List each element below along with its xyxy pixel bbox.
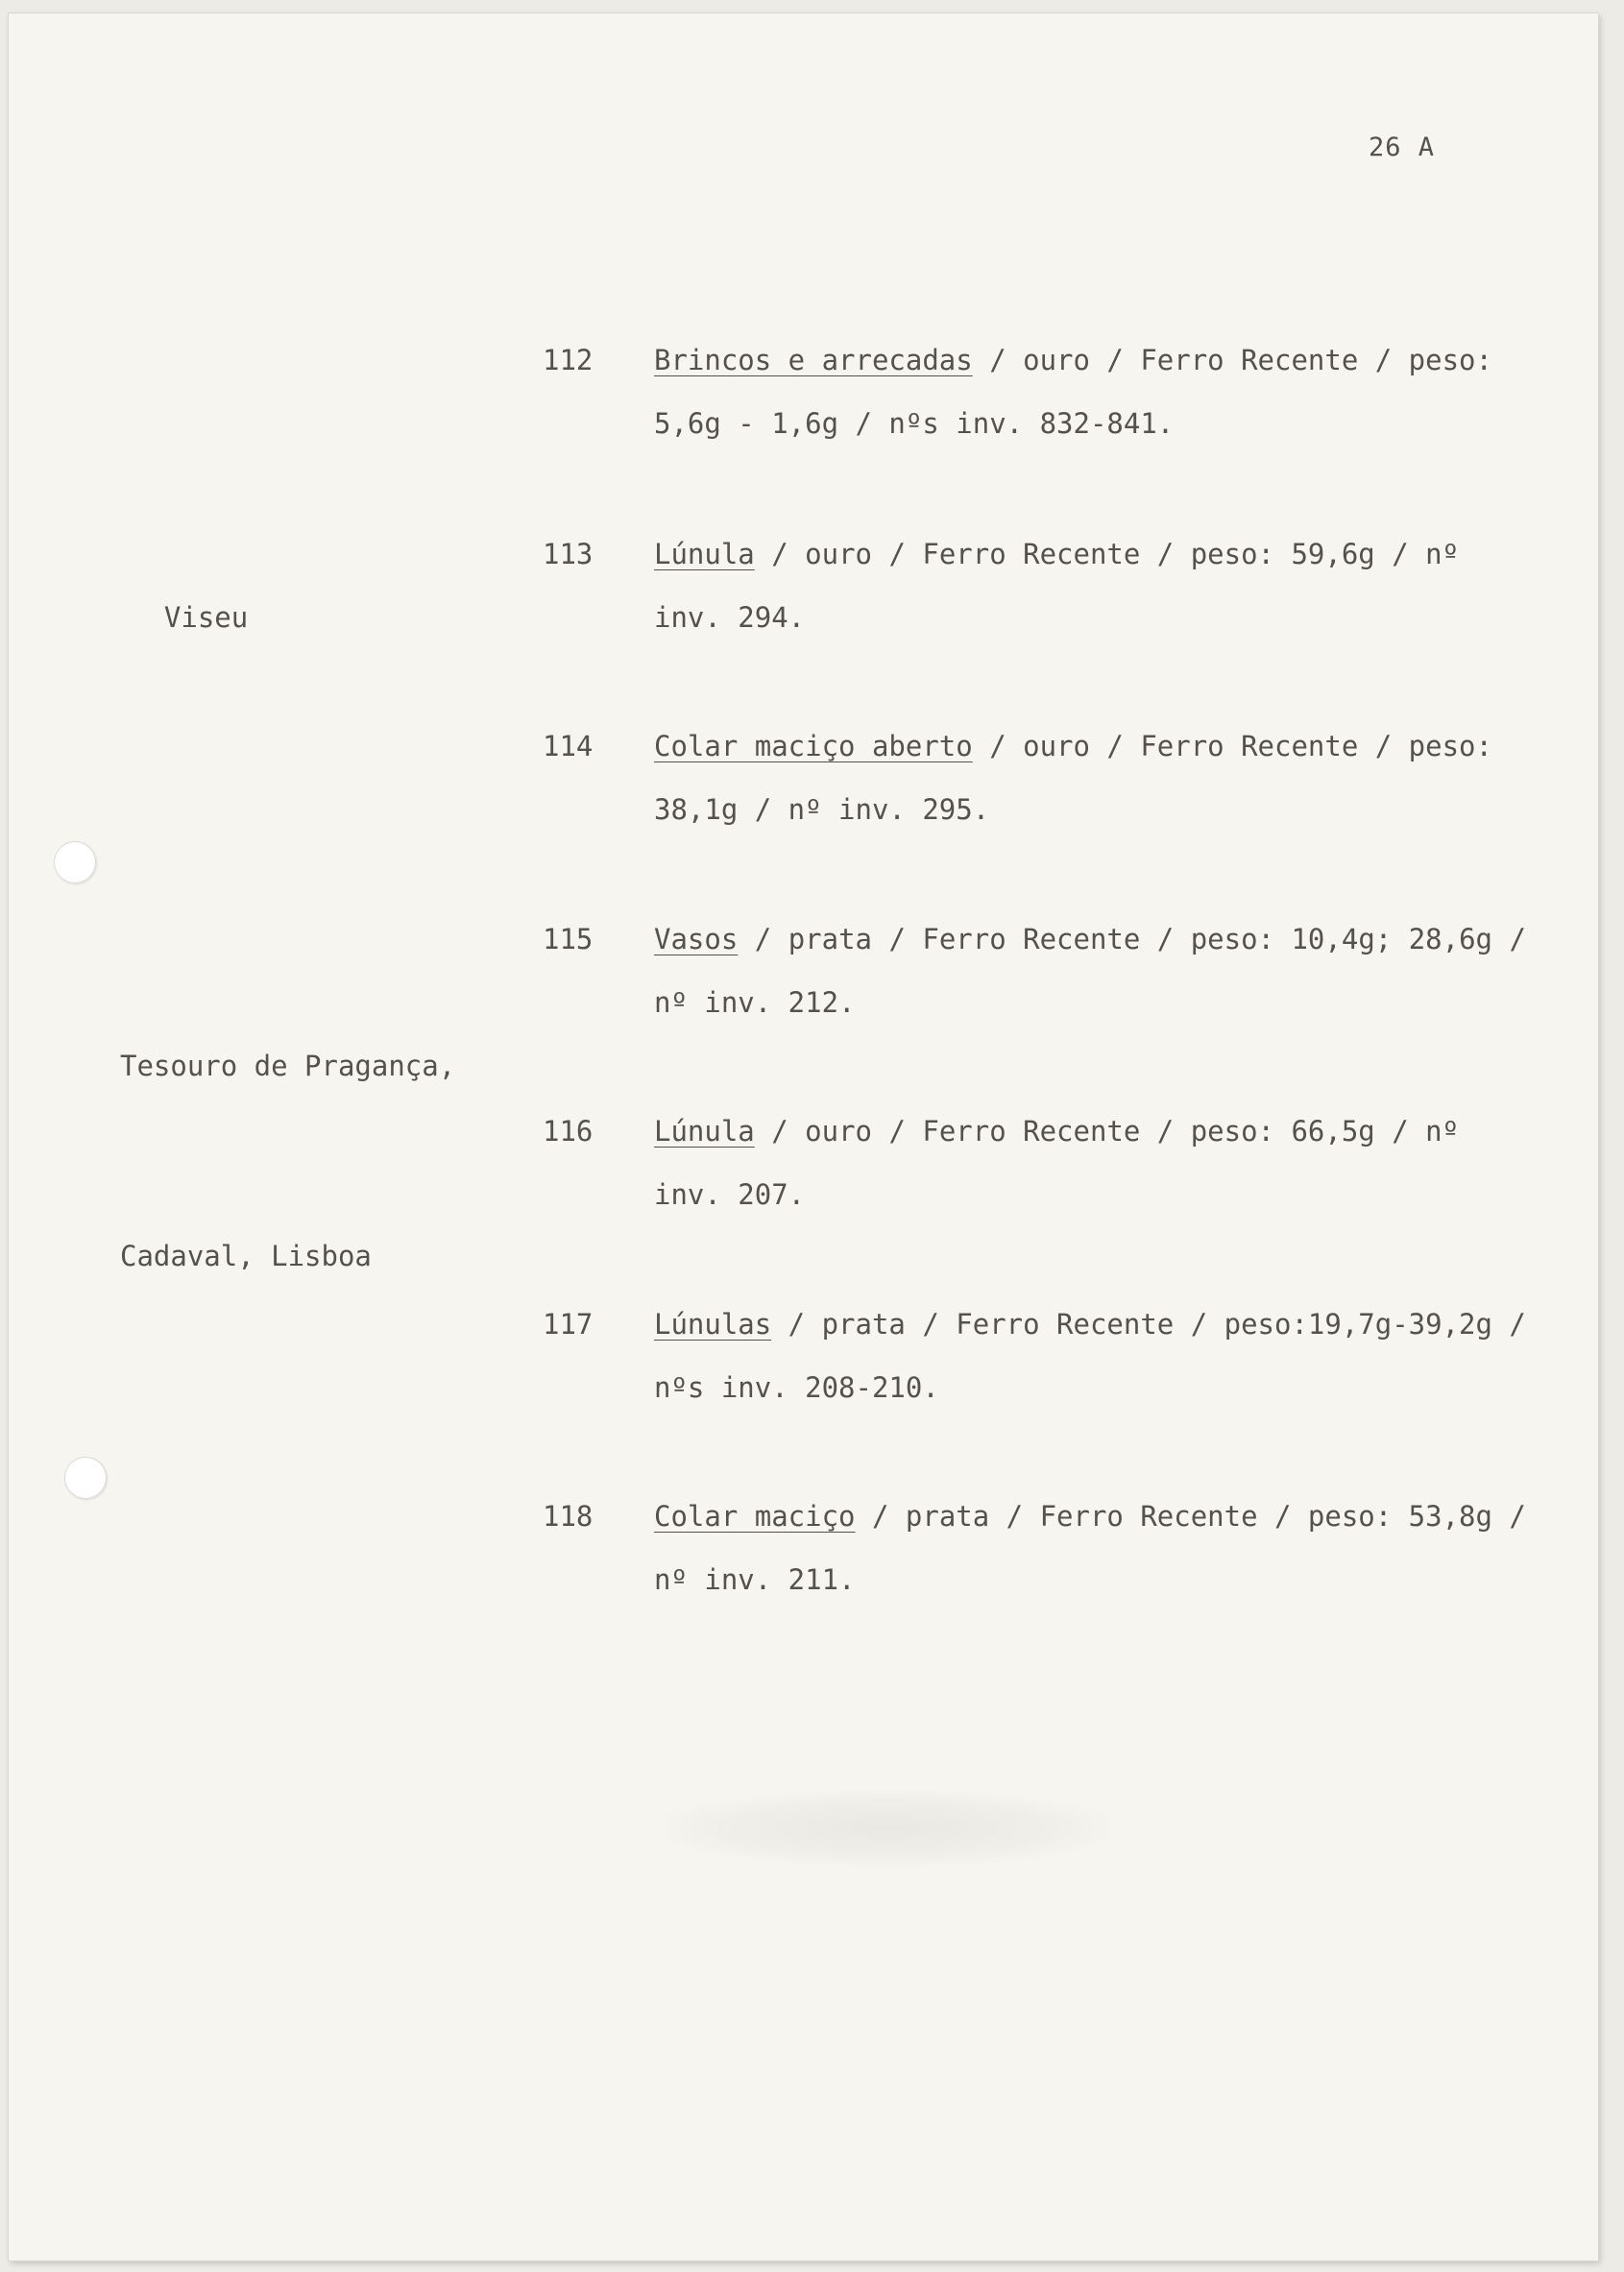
entry-details: / ouro / Ferro Recente / peso:: [972, 730, 1492, 762]
entry-line-2: inv. 294.: [654, 601, 806, 634]
entry-line-1: [654, 907, 1561, 971]
location-line: Viseu: [163, 601, 249, 634]
entry-description: [654, 1100, 1561, 1226]
entry-description: [654, 907, 1561, 1034]
entry-line-2: nº inv. 211.: [654, 1563, 856, 1596]
entry-details: / prata / Ferro Recente / peso:19,7g-39,2g /: [771, 1308, 1526, 1341]
entry-number: 113: [543, 538, 594, 570]
location-line: Tesouro de Pragança,: [120, 1050, 456, 1082]
entry-line-1: [654, 1293, 1561, 1356]
ink-smudge: [662, 1790, 1113, 1867]
entry-details: / ouro / Ferro Recente / peso: 59,6g / nº: [754, 538, 1460, 570]
entry-description: [654, 522, 1561, 649]
entry-line-2: inv. 207.: [654, 1178, 806, 1211]
entry-title: Brincos e arrecadas: [654, 344, 973, 376]
entry-title: Lúnula: [654, 1115, 755, 1148]
entry-title: Lúnula: [654, 538, 755, 570]
entry-number: 115: [543, 923, 594, 955]
entry-line-1: [654, 1485, 1561, 1548]
entry-line-1: [654, 1100, 1561, 1163]
entry-title: Colar maciço aberto: [654, 730, 973, 762]
entry-details: / prata / Ferro Recente / peso: 53,8g /: [855, 1500, 1526, 1533]
location-viseu: [131, 522, 248, 649]
entry-line-2: nºs inv. 208-210.: [654, 1371, 939, 1404]
entry-description: [654, 714, 1561, 841]
entry-line-1: [654, 714, 1561, 778]
entry-line-2: 5,6g - 1,6g / nºs inv. 832-841.: [654, 407, 1175, 440]
punch-hole-bottom: [64, 1457, 107, 1499]
entry-description: [654, 328, 1561, 455]
entry-description: [654, 1485, 1561, 1611]
entry-line-1: [654, 522, 1561, 586]
entry-details: / ouro / Ferro Recente / peso: 66,5g / nº: [754, 1115, 1460, 1148]
entry-title: Colar maciço: [654, 1500, 856, 1533]
entry-line-2: nº inv. 212.: [654, 986, 856, 1019]
entry-title: Lúnulas: [654, 1308, 772, 1341]
entry-number: 112: [543, 344, 594, 376]
entry-line-1: [654, 328, 1561, 392]
entry-details: / prata / Ferro Recente / peso: 10,4g; 28,6g /: [738, 923, 1526, 955]
entry-number: 114: [543, 730, 594, 762]
entry-number: 117: [543, 1308, 594, 1341]
entry-number: 116: [543, 1115, 594, 1148]
location-tesouro-praganca: [120, 907, 455, 1351]
page-number: 26 A: [1369, 133, 1436, 162]
entry-title: Vasos: [654, 923, 739, 955]
location-line: Cadaval, Lisboa: [120, 1240, 372, 1272]
entry-number: 118: [543, 1500, 594, 1533]
punch-hole-top: [54, 841, 96, 883]
entry-details: / ouro / Ferro Recente / peso:: [972, 344, 1492, 376]
entry-line-2: 38,1g / nº inv. 295.: [654, 793, 990, 826]
entry-description: [654, 1293, 1561, 1419]
